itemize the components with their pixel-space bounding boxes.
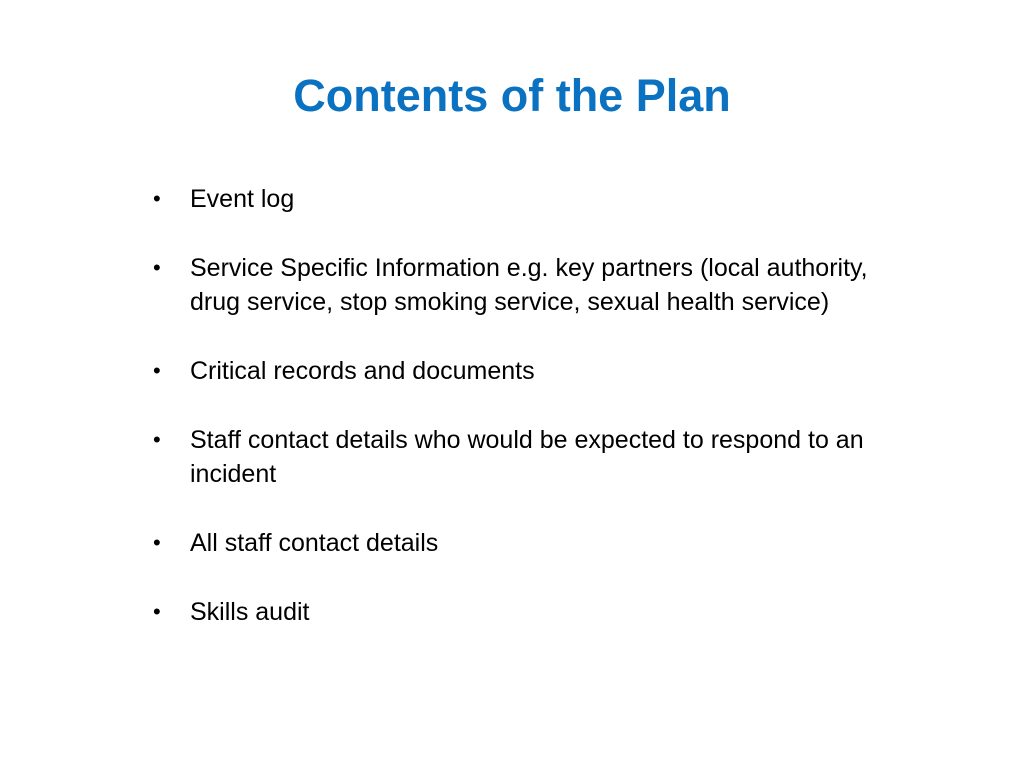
bullet-icon: • [153, 186, 161, 211]
bullet-item-critical-records [151, 354, 871, 388]
bullet-text: Critical records and documents [190, 357, 535, 385]
bullet-item-staff-contacts-incident [151, 423, 871, 491]
bullet-item-event-log [151, 182, 871, 216]
bullet-text: All staff contact details [190, 529, 439, 557]
bullet-text: Staff contact details who would be expected to respond to an incident [190, 426, 864, 488]
bullet-icon: • [153, 599, 161, 624]
bullet-list [151, 182, 871, 629]
bullet-icon: • [153, 255, 161, 280]
bullet-text: Service Specific Information e.g. key partners (local authority, drug service, stop smoking service, sexual health service) [190, 254, 868, 316]
bullet-icon: • [153, 530, 161, 555]
bullet-item-skills-audit [151, 595, 871, 629]
bullet-icon: • [153, 427, 161, 452]
bullet-item-all-staff-contacts [151, 526, 871, 560]
bullet-text: Event log [190, 185, 295, 213]
bullet-item-service-info [151, 251, 871, 319]
bullet-icon: • [153, 358, 161, 383]
slide-title: Contents of the Plan [293, 70, 731, 121]
bullet-text: Skills audit [190, 598, 310, 626]
